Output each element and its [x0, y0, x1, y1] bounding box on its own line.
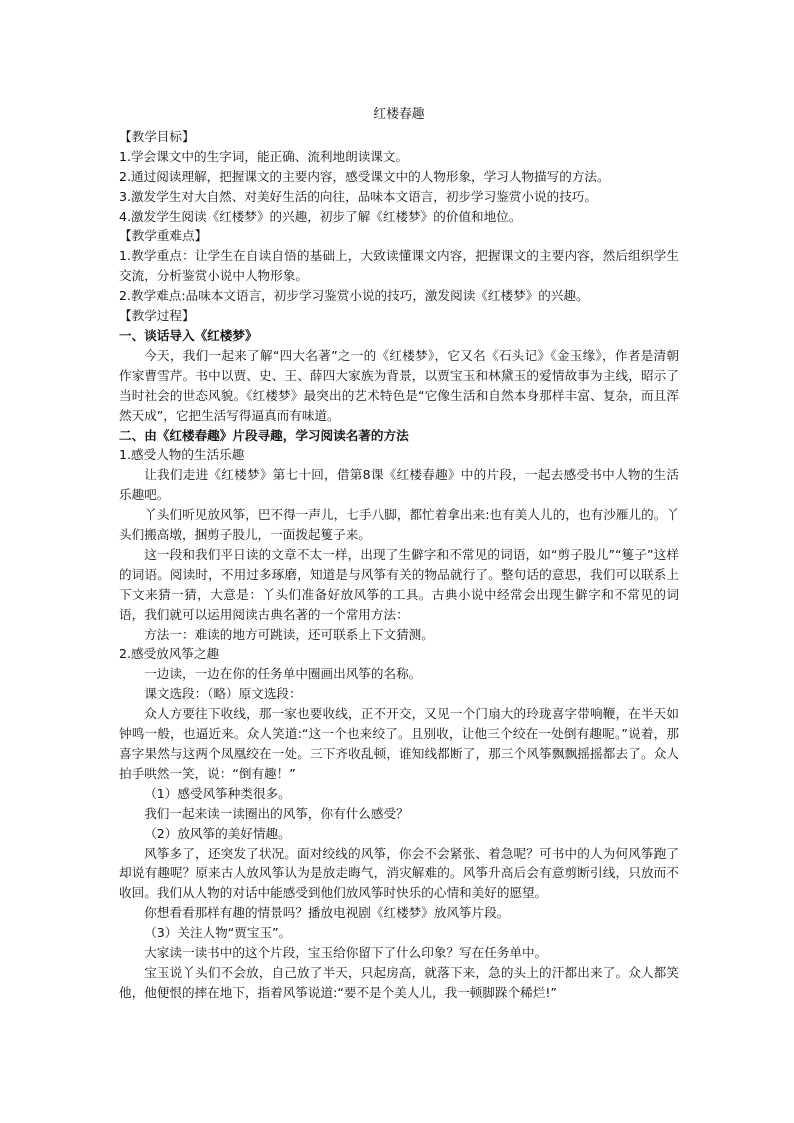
paragraph: 1.教学重点：让学生在自读自悟的基础上，大致读懂课文内容，把握课文的主要内容，然后组织学生交流，分析鉴赏小说中人物形象。 [119, 248, 679, 284]
paragraph: 【教学目标】 [119, 128, 195, 144]
paragraph: 今天，我们一起来了解“四大名著”之一的《红楼梦》，它又名《石头记》《金玉缘》，作者是清朝作家曹雪芹。书中以贾、史、王、薛四大家族为背景，以贾宝玉和林黛玉的爱情故事为主线，昭示了当时社会的世态风貌。《红楼梦》最突出的艺术特色是“它像生活和自然本身那样丰富、复杂，而且浑然天成”，它把生活写得逼真而有味道。 [119, 347, 679, 423]
paragraph: 【教学过程】 [119, 308, 195, 324]
paragraph: 3.激发学生对大自然、对美好生活的向往，品味本文语言，初步学习鉴赏小说的技巧。 [119, 188, 597, 204]
paragraph: 众人方要往下收线，那一家也要收线，正不开交，又见一个门扇大的玲珑喜字带响鞭，在半天如钟鸣一般，也逼近来。众人笑道:“这一个也来绞了。且别收，让他三个绞在一处倒有趣呢。”说着，那喜字果然与这两个凤凰绞在一处。三下齐收乱顿，谁知线都断了，那三个风筝飘飘摇摇都去了。众人拍手哄然一笑，说：“倒有趣！” [119, 706, 679, 781]
paragraph: 宝玉说丫头们不会放，自己放了半天，只起房高，就落下来，急的头上的汗都出来了。众人都笑他，他便恨的摔在地下，指着风筝说道:“要不是个美人儿，我一顿脚跺个稀烂!” [119, 964, 679, 1000]
section-heading: 一、谈话导入《红楼梦》 [119, 327, 258, 343]
paragraph: 你想看看那样有趣的情景吗？播放电视剧《红楼梦》放风筝片段。 [144, 905, 510, 921]
paragraph: 课文选段：（略）原文选段： [144, 686, 302, 702]
paragraph: 1.学会课文中的生字词，能正确、流利地朗读课文。 [119, 148, 409, 164]
document-body [119, 127, 679, 1003]
document-title: 红楼春趣 [373, 107, 425, 122]
paragraph: 2.教学难点:品味本文语言，初步学习鉴赏小说的技巧，激发阅读《红楼梦》的兴趣。 [119, 288, 589, 304]
paragraph: 大家读一读书中的这个片段，宝玉给你留下了什么印象？写在任务单中。 [144, 945, 548, 961]
paragraph: 方法一：难读的地方可跳读，还可联系上下文猜测。 [144, 626, 434, 642]
paragraph: 这一段和我们平日读的文章不太一样，出现了生僻字和不常见的词语，如“剪子股儿”“篗子”这样的词语。阅读时，不用过多琢磨，知道是与风筝有关的物品就行了。整句话的意思，我们可以联系上下文来猜一猜，大意是：丫头们准备好放风筝的工具。古典小说中经常会出现生僻字和不常见的词语，我们就可以运用阅读古典名著的一个常用方法： [119, 546, 679, 622]
section-heading: 二、由《红楼春趣》片段寻趣，学习阅读名著的方法 [119, 427, 409, 443]
paragraph: 4.激发学生阅读《红楼梦》的兴趣，初步了解《红楼梦》的价值和地位。 [119, 208, 522, 224]
paragraph: 2.感受放风筝之趣 [119, 646, 220, 662]
paragraph: 让我们走进《红楼梦》第七十回，借第8课《红楼春趣》中的片段，一起去感受书中人物的生活乐趣吧。 [119, 467, 679, 503]
paragraph: 1.感受人物的生活乐趣 [119, 447, 245, 463]
paragraph: （2）放风筝的美好情趣。 [144, 825, 291, 841]
paragraph: 【教学重难点】 [119, 228, 208, 244]
paragraph: 风筝多了，还突发了状况。面对绞线的风筝，你会不会紧张、着急呢？可书中的人为何风筝跑了却说有趣呢？原来古人放风筝认为是放走晦气，消灾解难的。风筝升高后会有意剪断引线，只放而不收回。我们从人物的对话中能感受到他们放风筝时快乐的心情和美好的愿望。 [119, 845, 679, 901]
paragraph: 我们一起来读一读圈出的风筝，你有什么感受？ [144, 805, 409, 821]
paragraph: 2.通过阅读理解，把握课文的主要内容，感受课文中的人物形象，学习人物描写的方法。 [119, 168, 610, 184]
paragraph: （3）关注人物“贾宝玉”。 [144, 925, 292, 941]
paragraph: （1）感受风筝种类很多。 [144, 785, 291, 801]
paragraph: 一边读，一边在你的任务单中圈画出风筝的名称。 [144, 666, 422, 682]
paragraph: 丫头们听见放风筝，巴不得一声儿，七手八脚，都忙着拿出来:也有美人儿的，也有沙雁儿的。丫头们搬高墩，捆剪子股儿，一面拨起篗子来。 [119, 507, 679, 543]
document-page [119, 105, 679, 1003]
